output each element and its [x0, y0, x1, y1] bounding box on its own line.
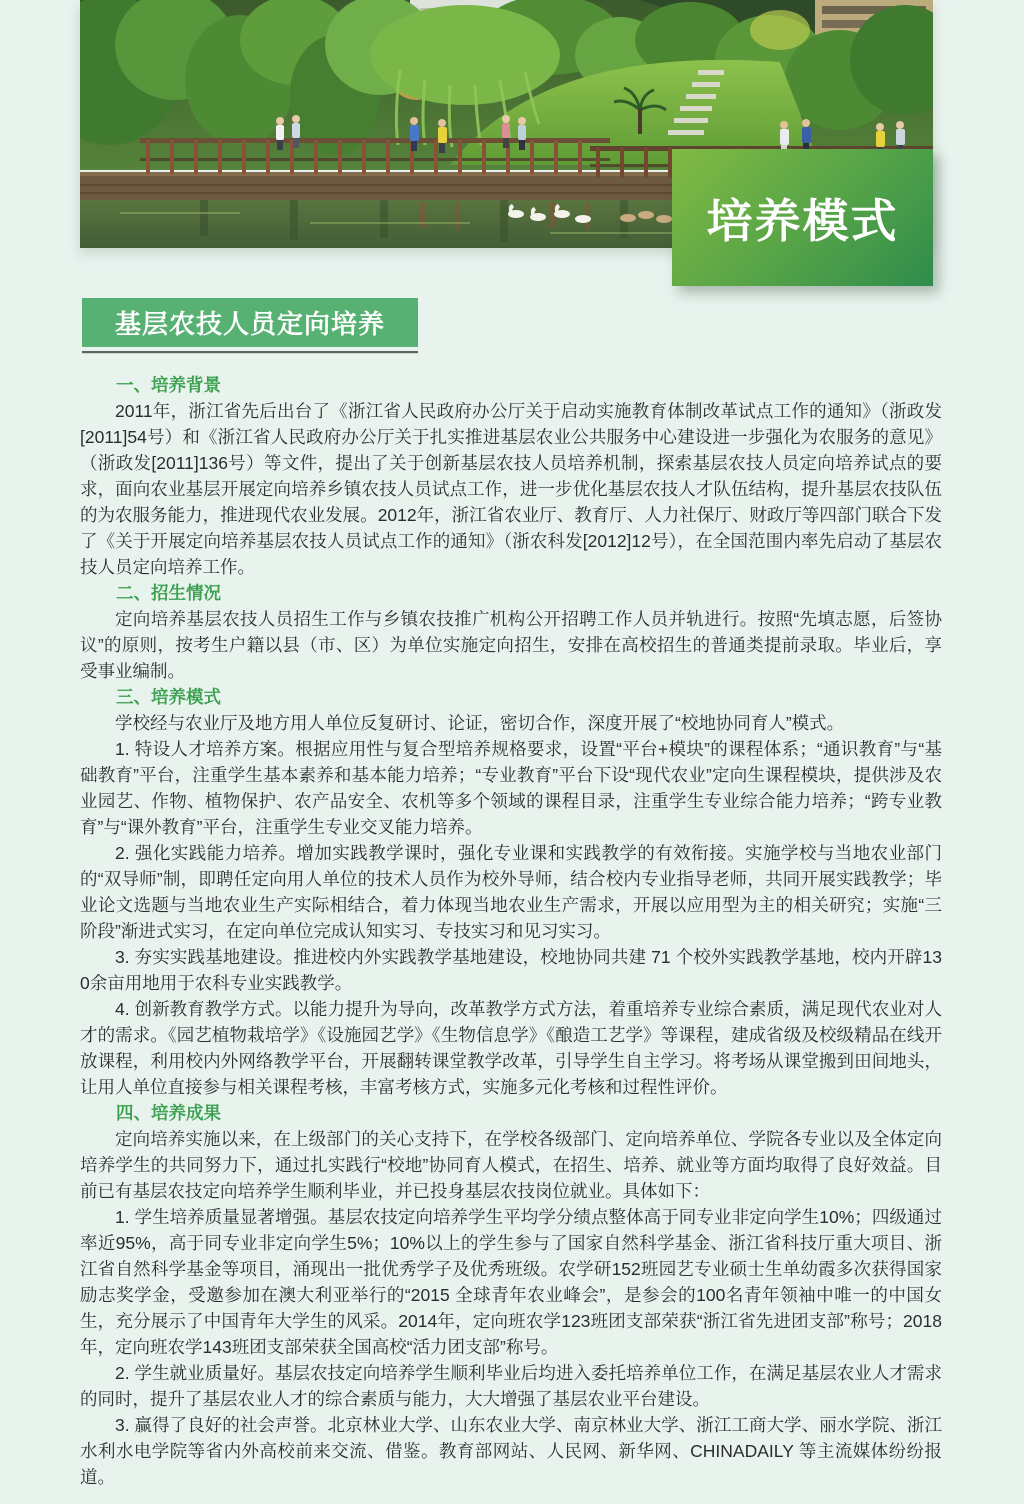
- paragraph: 定向培养实施以来，在上级部门的关心支持下，在学校各级部门、定向培养单位、学院各专业以及全体定向培养学生的共同努力下，通过扎实践行“校地”协同育人模式，在招生、培养、就业等方面均取得了良好效益。目前已有基层农技定向培养学生顺利毕业，并已投身基层农技岗位就业。具体如下：: [80, 1129, 942, 1201]
- section-heading-results: 四、培养成果: [116, 1103, 221, 1123]
- paragraph: 2011年，浙江省先后出台了《浙江省人民政府办公厅关于启动实施教育体制改革试点工作的通知》（浙政发[2011]54号）和《浙江省人民政府办公厅关于扎实推进基层农业公共服务中心建设进一步强化为农服务的意见》（浙政发[2011]136号）等文件，提出了关于创新基层农技人员培养机制，探索基层农技人员定向培养试点的要求，面向农业基层开展定向培养乡镇农技人员试点工作，进一步优化基层农技人才队伍结构，提升基层农技队伍的为农服务能力，推进现代农业发展。2012年，浙江省农业厅、教育厅、人力社保厅、财政厅等四部门联合下发了《关于开展定向培养基层农技人员试点工作的通知》（浙农科发[2012]12号），在全国范围内率先启动了基层农技人员定向培养工作。: [80, 401, 942, 577]
- campus-photo: [80, 0, 933, 248]
- section-badge: [82, 298, 418, 347]
- page-title-banner: [672, 149, 933, 286]
- paragraph: 4. 创新教育教学方式。以能力提升为导向，改革教学方式方法，着重培养专业综合素质，满足现代农业对人才的需求。《园艺植物栽培学》《设施园艺学》《生物信息学》《酿造工艺学》等课程，建成省级及校级精品在线开放课程，利用校内外网络教学平台，开展翻转课堂教学改革，引导学生自主学习。将考场从课堂搬到田间地头，让用人单位直接参与相关课程考核，丰富考核方式，实施多元化考核和过程性评价。: [80, 999, 942, 1097]
- paragraph: 2. 强化实践能力培养。增加实践教学课时，强化专业课和实践教学的有效衔接。实施学校与当地农业部门的“双导师”制，即聘任定向用人单位的技术人员作为校外导师，结合校内专业指导老师，共同开展实践教学；毕业论文选题与当地农业生产实际相结合，着力体现当地农业生产需求，开展以应用型为主的相关研究；实施“三阶段”渐进式实习，在定向单位完成认知实习、专技实习和见习实习。: [80, 843, 942, 941]
- section-heading-enrollment: 二、招生情况: [116, 583, 221, 603]
- badge-underline: [82, 351, 418, 354]
- paragraph: 1. 特设人才培养方案。根据应用性与复合型培养规格要求，设置“平台+模块”的课程体系；“通识教育”与“基础教育”平台，注重学生基本素养和基本能力培养；“专业教育”平台下设“现代农业”定向生课程模块，提供涉及农业园艺、作物、植物保护、农产品安全、农机等多个领域的课程目录，注重学生专业综合能力培养；“跨专业教育”与“课外教育”平台，注重学生专业交叉能力培养。: [80, 739, 942, 837]
- article: [80, 372, 942, 1490]
- paragraph: 3. 夯实实践基地建设。推进校内外实践教学基地建设，校地协同共建 71 个校外实践教学基地，校内开辟130余亩用地用于农科专业实践教学。: [80, 947, 942, 993]
- section-badge-label: 基层农技人员定向培养: [114, 309, 385, 339]
- paragraph: 定向培养基层农技人员招生工作与乡镇农技推广机构公开招聘工作人员并轨进行。按照“先填志愿，后签协议”的原则，按考生户籍以县（市、区）为单位实施定向招生，安排在高校招生的普通类提前录取。毕业后，享受事业编制。: [80, 609, 942, 681]
- paragraph: 2. 学生就业质量好。基层农技定向培养学生顺利毕业后均进入委托培养单位工作，在满足基层农业人才需求的同时，提升了基层农业人才的综合素质与能力，大大增强了基层农业平台建设。: [80, 1363, 942, 1409]
- paragraph: 学校经与农业厅及地方用人单位反复研讨、论证，密切合作，深度开展了“校地协同育人”模式。: [115, 713, 845, 733]
- paragraph: 3. 赢得了良好的社会声誉。北京林业大学、山东农业大学、南京林业大学、浙江工商大学、丽水学院、浙江水利水电学院等省内外高校前来交流、借鉴。教育部网站、人民网、新华网、CHINADAILY 等主流媒体纷纷报道。: [80, 1415, 942, 1487]
- page-title: 培养模式: [706, 194, 899, 247]
- section-heading-background: 一、培养背景: [116, 375, 221, 395]
- paragraph: 1. 学生培养质量显著增强。基层农技定向培养学生平均学分绩点整体高于同专业非定向学生10%；四级通过率近95%，高于同专业非定向学生5%；10%以上的学生参与了国家自然科学基金、浙江省科技厅重大项目、浙江省自然科学基金等项目，涌现出一批优秀学子及优秀班级。农学研152班园艺专业硕士生单幼霞多次获得国家励志奖学金，受邀参加在澳大利亚举行的“2015 全球青年农业峰会”，是参会的100名青年领袖中唯一的中国女生，充分展示了中国青年大学生的风采。2014年，定向班农学123班团支部荣获“浙江省先进团支部”称号；2018年，定向班农学143班团支部荣获全国高校“活力团支部”称号。: [80, 1207, 942, 1357]
- section-heading-training-mode: 三、培养模式: [116, 687, 221, 707]
